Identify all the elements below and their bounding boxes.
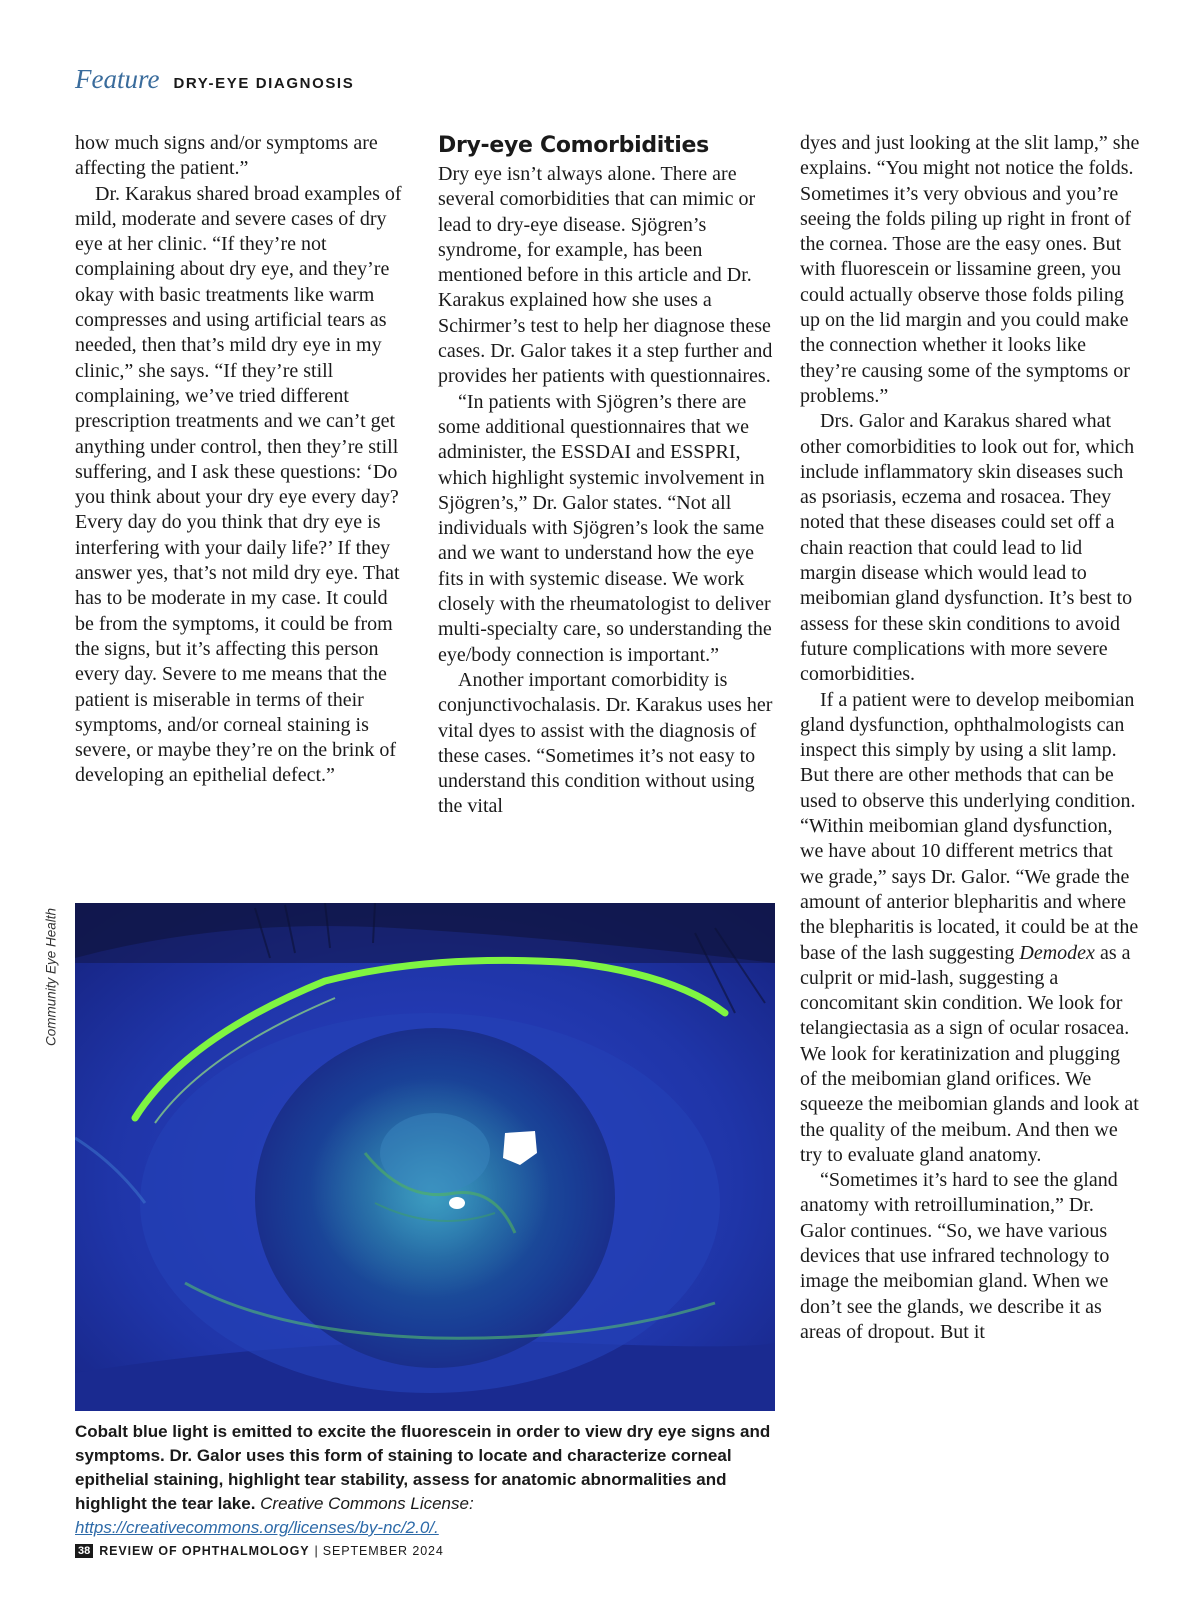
license-link[interactable]: https://creativecommons.org/licenses/by-nc/2.0/. (75, 1518, 439, 1537)
paragraph: how much signs and/or symptoms are affecting the patient.” (75, 132, 378, 180)
page-number: 38 (75, 1544, 93, 1558)
article-column-3 (800, 131, 1140, 1345)
license-label: Creative Commons License: (260, 1494, 474, 1513)
paragraph: Drs. Galor and Karakus shared what other comorbidities to look out for, which include inflammatory skin diseases such as psoriasis, eczema and rosacea. They noted that these diseases could set off a chain reaction that could lead to lid margin disease which would lead to meibomian gland dysfunction. It’s best to assess for these skin conditions to avoid future complications with more severe comorbidities. (800, 410, 1135, 686)
article-column-1 (75, 131, 405, 789)
footer-separator: | (314, 1544, 318, 1558)
journal-name: REVIEW OF OPHTHALMOLOGY (99, 1544, 310, 1558)
paragraph: Dr. Karakus shared broad examples of mild, moderate and severe cases of dry eye at her clinic. “If they’re not complaining about dry eye, and they’re okay with basic treatments like warm compresses and using artificial tears as needed, then that’s mild dry eye in my clinic,” she says. “If they’re still complaining, we’ve tried different prescription treatments and we can’t get anything under control, then they’re still suffering, and I ask these questions: ‘Do you think about your dry eye every day? Every day do you think that dry eye is interfering with your daily life?’ If they answer yes, that’s not mild dry eye. That has to be moderate in my case. It could be from the symptoms, it could be from the signs, but it’s affecting this person every day. Severe to me means that the patient is miserable in terms of their symptoms, and/or corneal staining is severe, or maybe they’re on the brink of developing an epithelial defect.” (75, 182, 402, 787)
paragraph: If a patient were to develop meibomian gland dysfunction, ophthalmologists can inspect this simply by using a slit lamp. But there are other methods that can be used to observe this underlying condition. “Within meibomian gland dysfunction, we have about 10 different metrics that we grade,” says Dr. Galor. “We grade the amount of anterior blepharitis and where the blepharitis is located, it could be at the base of the lash suggesting Demodex as a culprit or mid-lash, suggesting a concomitant skin condition. We look for telangiectasia as a sign of ocular rosacea. We look for keratinization and plugging of the meibomian gland orifices. We squeeze the meibomian glands and look at the quality of the meibum. And then we try to evaluate gland anatomy. (800, 688, 1139, 1166)
section-title: DRY-EYE DIAGNOSIS (173, 75, 355, 92)
subheading: Dry-eye Comorbidities (438, 133, 709, 158)
paragraph: dyes and just looking at the slit lamp,” she explains. “You might not notice the folds. Sometimes it’s very obvious and you’re seeing the folds piling up right in front of the cornea. Those are the easy ones. But with fluorescein or lissamine green, you could actually observe those folds piling up on the lid margin and you could make the connection whether it looks like they’re causing some of the symptoms or problems.” (800, 132, 1140, 407)
issue-date: SEPTEMBER 2024 (322, 1544, 444, 1558)
figure-caption: Cobalt blue light is emitted to excite the fluorescein in order to view dry eye signs and symptoms. Dr. Galor uses this form of staining to locate and characterize corneal epithelial staining, highlight tear stability, assess for anatomic abnormalities and highlight the tear lake. Creative Commons License: https://creativecommons.org/licenses/by-nc/2.0/. (75, 1422, 771, 1537)
paragraph: Dry eye isn’t always alone. There are several comorbidities that can mimic or lead to dry-eye disease. Sjögren’s syndrome, for example, has been mentioned before in this article and Dr. Karakus explained how she uses a Schirmer’s test to help her diagnose these cases. Dr. Galor takes it a step further and provides her patients with questionnaires. (438, 163, 773, 388)
emphasis: Demodex (1019, 941, 1095, 964)
page-header (75, 64, 354, 95)
feature-label: Feature (75, 64, 160, 94)
page-footer (75, 1544, 444, 1558)
article-column-2 (438, 131, 778, 820)
cobalt-blue-eye-image (75, 903, 775, 1411)
photo-credit: Community Eye Health (43, 907, 59, 1047)
paragraph: “In patients with Sjögren’s there are some additional questionnaires that we administer, the ESSDAI and ESSPRI, which highlight systemic involvement in Sjögren’s,” Dr. Galor states. “Not all individuals with Sjögren’s look the same and we want to understand how the eye fits in with systemic disease. We work closely with the rheumatologist to deliver multi-specialty care, so understanding the eye/body connection is important.” (438, 390, 772, 666)
eye-photo (75, 903, 775, 1411)
paragraph: Another important comorbidity is conjunctivochalasis. Dr. Karakus uses her vital dyes to assist with the diagnosis of these cases. “Sometimes it’s not easy to understand this condition without using the vital (438, 668, 773, 818)
paragraph: “Sometimes it’s hard to see the gland anatomy with retroillumination,” Dr. Galor continues. “So, we have various devices that use infrared technology to image the meibomian gland. When we don’t see the glands, we describe it as areas of dropout. But it (800, 1169, 1118, 1343)
